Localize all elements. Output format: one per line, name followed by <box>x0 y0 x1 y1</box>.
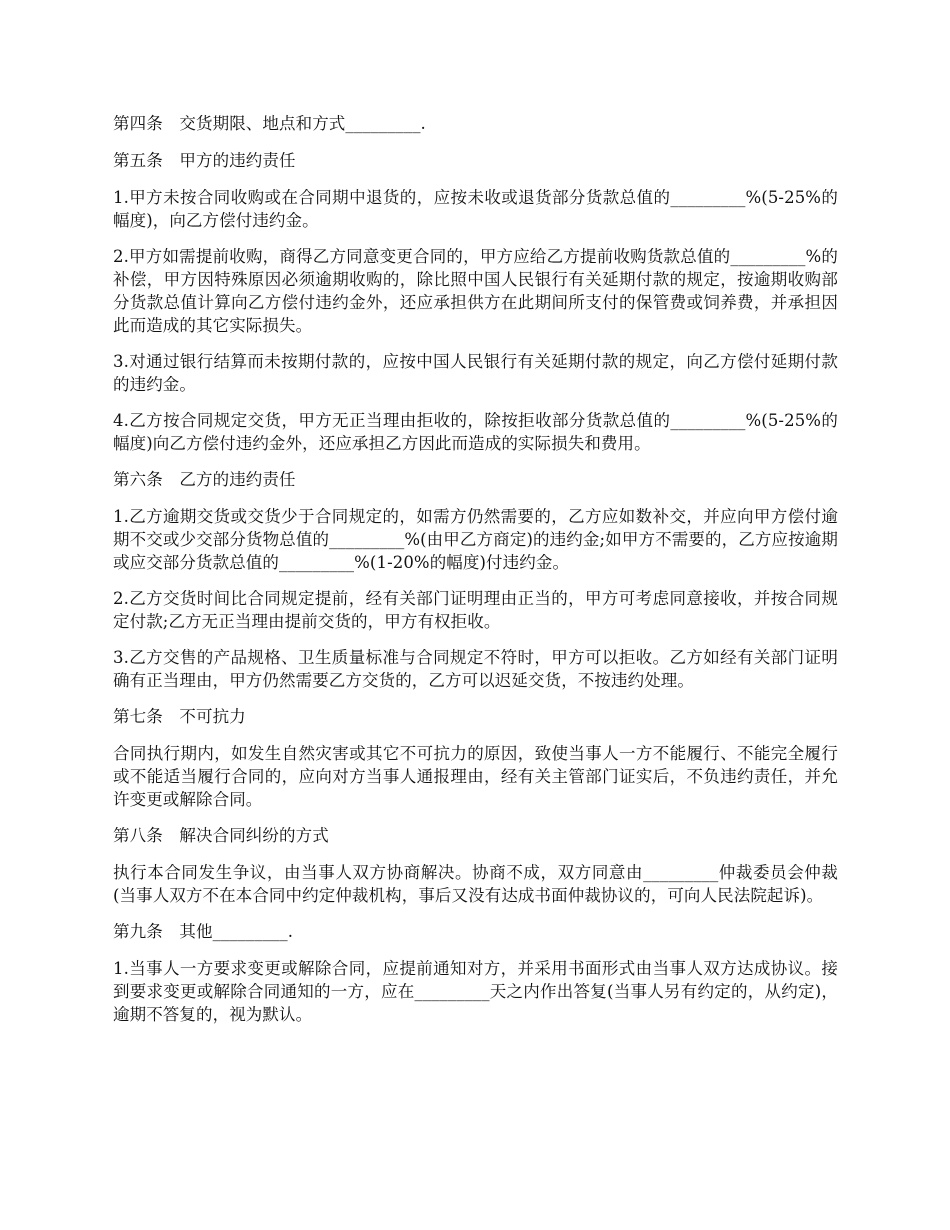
article-7-body: 合同执行期内，如发生自然灾害或其它不可抗力的原因，致使当事人一方不能履行、不能完全履行或不能适当履行合同的，应向对方当事人通报理由，经有关主管部门证实后，不负违约责任，并允许变更或解除合同。 <box>113 744 838 809</box>
article-7-heading: 第七条 不可抗力 <box>113 707 246 726</box>
article-9-heading: 第九条 其他_________. <box>113 922 294 941</box>
article-6-clause-2: 2.乙方交货时间比合同规定提前，经有关部门证明理由正当的，甲方可考虑同意接收，并按合同规定付款;乙方无正当理由提前交货的，甲方有权拒收。 <box>113 589 838 631</box>
article-4-heading: 第四条 交货期限、地点和方式_________. <box>113 114 426 133</box>
article-5-clause-3: 3.对通过银行结算而未按期付款的，应按中国人民银行有关延期付款的规定，向乙方偿付延期付款的违约金。 <box>113 352 838 394</box>
article-9-clause-1: 1.当事人一方要求变更或解除合同，应提前通知对方，并采用书面形式由当事人双方达成协议。接到要求变更或解除合同通知的一方，应在_________天之内作出答复(当事人另有约定的，从约定)，逾期不答复的，视为默认。 <box>113 959 838 1024</box>
article-6-heading: 第六条 乙方的违约责任 <box>113 470 296 489</box>
article-5-heading: 第五条 甲方的违约责任 <box>113 151 296 170</box>
article-5-clause-4: 4.乙方按合同规定交货，甲方无正当理由拒收的，除按拒收部分货款总值的_________%(5-25%的幅度)向乙方偿付违约金外，还应承担乙方因此而造成的实际损失和费用。 <box>113 411 838 453</box>
article-5-clause-1: 1.甲方未按合同收购或在合同期中退货的，应按未收或退货部分货款总值的_________%(5-25%的幅度)，向乙方偿付违约金。 <box>113 188 838 230</box>
article-8-heading: 第八条 解决合同纠纷的方式 <box>113 826 329 845</box>
article-6-clause-1: 1.乙方逾期交货或交货少于合同规定的，如需方仍然需要的，乙方应如数补交，并应向甲方偿付逾期不交或少交部分货物总值的_________%(由甲乙方商定)的违约金;如甲方不需要的，乙方应按逾期或应交部分货款总值的_________%(1-20%的幅度)付违约金。 <box>113 507 838 572</box>
article-8-body: 执行本合同发生争议，由当事人双方协商解决。协商不成，双方同意由_________仲裁委员会仲裁(当事人双方不在本合同中约定仲裁机构，事后又没有达成书面仲裁协议的，可向人民法院起诉)。 <box>113 863 838 905</box>
article-6-clause-3: 3.乙方交售的产品规格、卫生质量标准与合同规定不符时，甲方可以拒收。乙方如经有关部门证明确有正当理由，甲方仍然需要乙方交货的，乙方可以迟延交货，不按违约处理。 <box>113 648 838 690</box>
article-5-clause-2: 2.甲方如需提前收购，商得乙方同意变更合同的，甲方应给乙方提前收购货款总值的_________%的补偿，甲方因特殊原因必须逾期收购的，除比照中国人民银行有关延期付款的规定，按逾期收购部分货款总值计算向乙方偿付违约金外，还应承担供方在此期间所支付的保管费或饲养费，并承担因此而造成的其它实际损失。 <box>113 247 838 335</box>
